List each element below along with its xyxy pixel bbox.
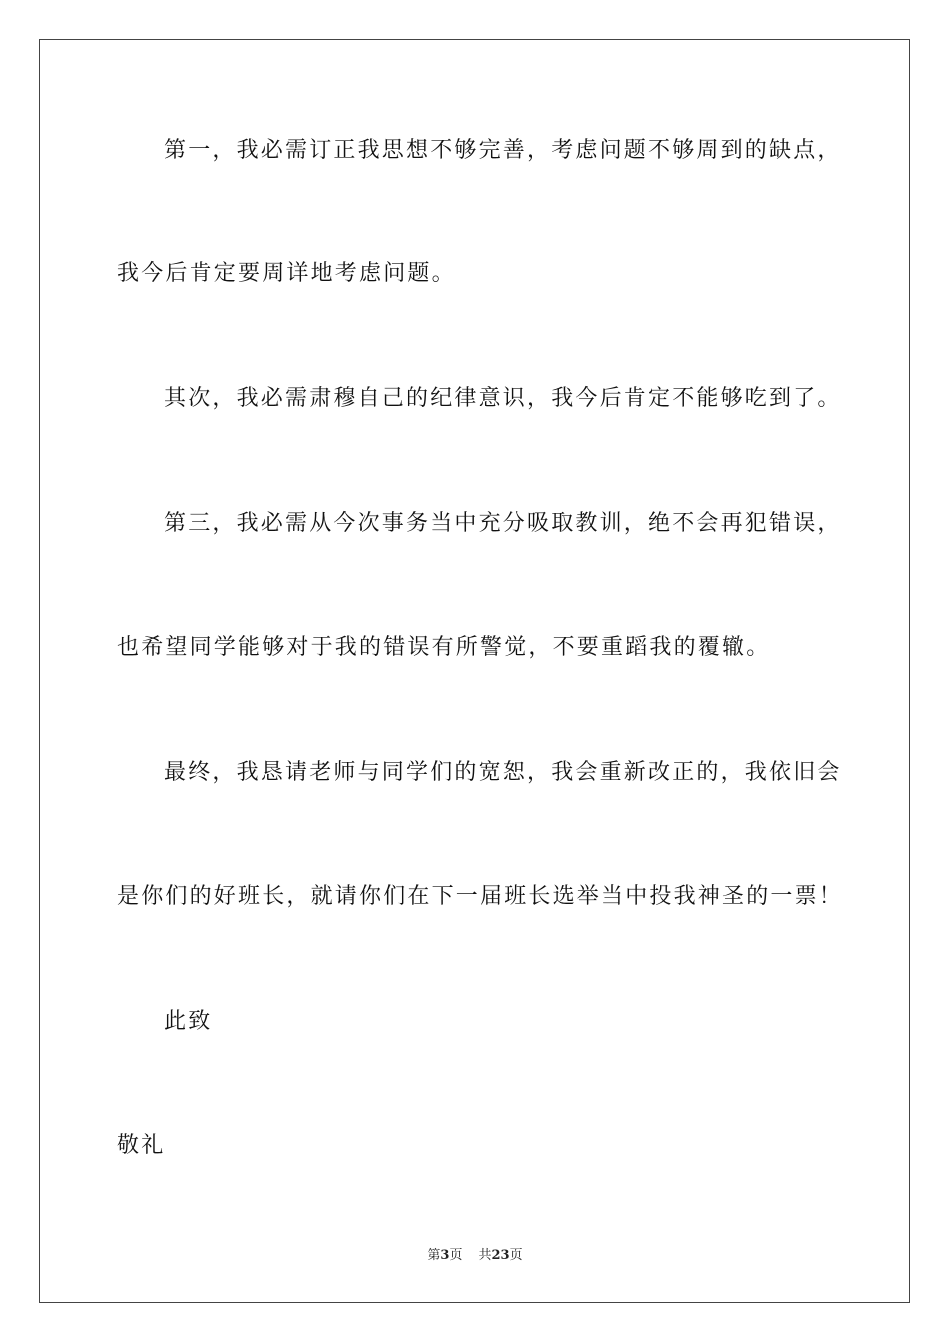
paragraph-line-4: 第三，我必需从今次事务当中充分吸取教训，绝不会再犯错误， bbox=[164, 511, 842, 536]
salutation-line: 敬礼 bbox=[117, 1133, 166, 1158]
footer-total-number: 23 bbox=[491, 1248, 510, 1263]
footer-total-unit: 页 bbox=[509, 1248, 523, 1263]
page-footer bbox=[0, 1247, 950, 1265]
footer-page-unit: 页 bbox=[449, 1248, 463, 1263]
footer-page-prefix: 第 bbox=[427, 1248, 441, 1263]
footer-total-prefix: 共 bbox=[478, 1248, 492, 1263]
paragraph-line-3: 其次，我必需肃穆自己的纪律意识，我今后肯定不能够吃到了。 bbox=[164, 386, 842, 411]
footer-page-number: 3 bbox=[440, 1248, 450, 1263]
paragraph-line-7: 是你们的好班长，就请你们在下一届班长选举当中投我神圣的一票！ bbox=[117, 884, 844, 909]
paragraph-line-5: 也希望同学能够对于我的错误有所警觉，不要重蹈我的覆辙。 bbox=[117, 635, 771, 660]
page-frame bbox=[39, 39, 910, 1303]
closing-line: 此致 bbox=[164, 1009, 213, 1034]
paragraph-line-6: 最终，我恳请老师与同学们的宽恕，我会重新改正的，我依旧会 bbox=[164, 760, 842, 785]
paragraph-line-1: 第一，我必需订正我思想不够完善，考虑问题不够周到的缺点， bbox=[164, 138, 842, 163]
paragraph-line-2: 我今后肯定要周详地考虑问题。 bbox=[117, 261, 456, 286]
